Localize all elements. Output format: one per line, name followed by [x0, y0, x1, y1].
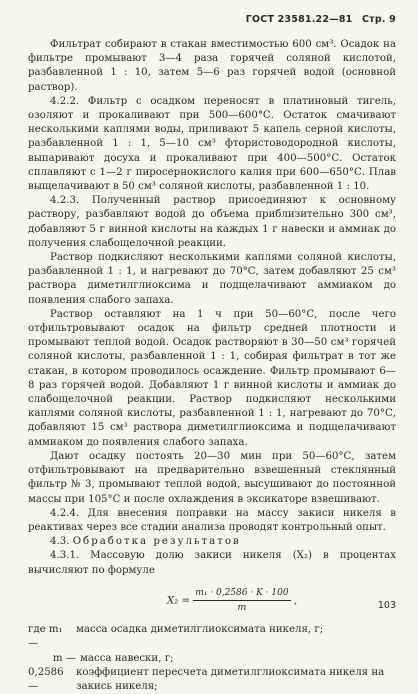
formula-numerator: m₁ · 0,2586 · K · 100 — [193, 586, 290, 601]
definition-item — [28, 652, 396, 666]
paragraph: 4.3.1. Массовую долю закиси никеля (X₂) в процентах вычисляют по формуле — [28, 550, 396, 576]
paragraph: 4.2.3. Полученный раствор присоединяют к основному раствору, разбавляют водой до объема приблизительно 300 см³, добавляют 5 г винной кислоты на каждых 1 г навески и аммиак до получения слабощелочной реакции. — [28, 195, 396, 249]
paragraph: Раствор подкисляют несколькими каплями соляной кислоты, разбавленной 1 : 1, и нагревают до 70°С, затем добавляют 25 см³ раствора диметилглиоксима и подщелачивают аммиаком до появления слабого запаха. — [28, 252, 396, 306]
page-header — [240, 14, 396, 25]
paragraph: Дают осадку постоять 20—30 мин при 50—60°С, затем отфильтровывают на предварительно взвешенный стеклянный фильтр № 3, промывают теплой водой, высушивают до постоянной массы при 105°С и после охлаждения в эксикаторе взвешивают. — [28, 450, 396, 505]
definition-key: где m₁ — — [28, 624, 63, 650]
paragraph: 4.2.4. Для внесения поправки на массу закиси никеля в реактивах через все стадии анализа проводят контрольный опыт. — [28, 507, 396, 533]
formula-lhs: X₂ = — [166, 595, 191, 607]
gost-number: ГОСТ 23581.22—81 — [245, 14, 353, 25]
document-body — [28, 38, 396, 694]
definition-text: масса осадка диметилглиоксимата никеля, г; — [76, 624, 324, 636]
page-number: 103 — [377, 600, 396, 611]
section-number: 4.3. — [50, 536, 70, 548]
definitions-list — [28, 623, 396, 694]
paragraph: Раствор оставляют на 1 ч при 50—60°С, после чего отфильтровывают осадок на фильтр средней плотности и промывают теплой водой. Осадок растворяют в 30—50 см³ горячей соляной кислоты, разбавленной 1 : 1, собирая фильтрат в тот же стакан, в котором проводилось осаждение. Фильтр промывают 6—8 раз горячей водой. Добавляют 1 г винной кислоты и аммиак до слабощелочной реакции. Раствор подкисляют несколькими каплями соляной кислоты, разбавленной 1 : 1, нагревают до 70°С, добавляют 15 см³ раствора диметилглиоксима и подщелачивают аммиаком до появления слабого запаха. — [28, 308, 396, 448]
formula-tail: , — [293, 595, 298, 607]
section-title: Обработка результатов — [72, 536, 241, 548]
definition-item — [28, 623, 396, 651]
paragraph: Фильтрат собирают в стакан вместимостью 600 см³. Осадок на фильтре промывают 3—4 раза горячей соляной кислотой, разбавленной 1 : 10, затем 5—6 раз горячей водой (основной раствор). — [28, 39, 396, 93]
formula — [68, 586, 396, 615]
definition-text: коэффициент пересчета диметилглиоксимата никеля на закись никеля; — [76, 666, 385, 692]
formula-fraction — [193, 586, 290, 615]
definition-item — [28, 666, 396, 694]
section-heading — [28, 535, 396, 549]
definition-text: масса навески, г; — [80, 652, 174, 664]
definition-key: 0,2586 — — [28, 666, 64, 692]
formula-denominator: m — [237, 601, 247, 613]
paragraph: 4.2.2. Фильтр с осадком переносят в платиновый тигель, озоляют и прокаливают при 500—600°С. Остаток смачивают несколькими каплями воды, приливают 5 капель серной кислоты, разбавленной 1 : 1, 5—10 см³ фтористоводородной кислоты, выпаривают досуха и прокаливают при 400—500°С. Остаток сплавляют с 1—2 г пиросернокислого калия при 600—650°С. Плав выщелачивают в 50 см³ соляной кислоты, разбавленной 1 : 10. — [28, 95, 396, 193]
page-label: Стр. 9 — [361, 14, 396, 25]
definition-key: m — — [52, 652, 76, 664]
